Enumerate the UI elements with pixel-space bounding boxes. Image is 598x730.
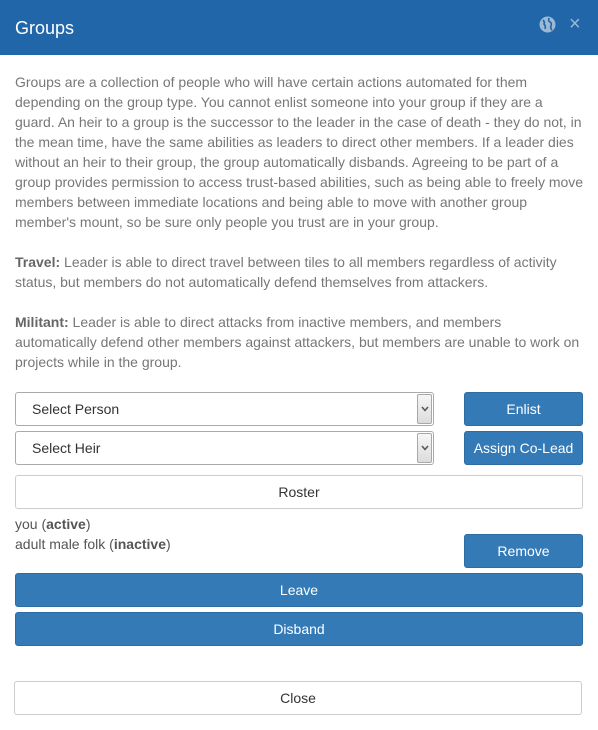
militant-text: Leader is able to direct attacks from inactive members, and members automatically defend other members against attackers, but members are unable to work on projects while in the group. bbox=[15, 314, 580, 370]
roster-member-status: inactive bbox=[113, 536, 166, 552]
leave-button[interactable]: Leave bbox=[15, 573, 583, 607]
groups-description: Groups are a collection of people who will have certain actions automated for them depending on the group type. You cannot enlist someone into your group if they are a guard. An heir to a group is the successor to the leader in the case of death - they do not, in the mean time, have the same abilities as leaders to direct other members. If a leader dies without an heir to their group, the group automatically disbands. Agreeing to be part of a group provides permission to access trust-based abilities, such as being able to freely move members between immediate locations and being able to move with another group member's mount, so be sure only people you trust are in your group. bbox=[15, 74, 584, 230]
roster-member-name: adult male folk bbox=[15, 536, 106, 552]
roster-button[interactable]: Roster bbox=[15, 475, 583, 509]
disband-button[interactable]: Disband bbox=[15, 612, 583, 646]
roster-member-status: active bbox=[46, 516, 86, 532]
travel-text: Leader is able to direct travel between tiles to all members regardless of activity status, but members do not automatically defend themselves from attackers. bbox=[15, 254, 557, 290]
chevron-down-icon bbox=[417, 433, 432, 463]
globe-icon[interactable] bbox=[539, 16, 556, 33]
person-select-value: Select Person bbox=[32, 401, 120, 417]
remove-button[interactable]: Remove bbox=[464, 534, 583, 568]
enlist-button[interactable]: Enlist bbox=[464, 392, 583, 426]
dialog-header bbox=[0, 0, 598, 55]
militant-label: Militant: bbox=[15, 314, 69, 330]
roster-entry: you (active) bbox=[15, 516, 91, 532]
heir-select[interactable] bbox=[15, 431, 434, 465]
person-select[interactable] bbox=[15, 392, 434, 426]
heir-select-value: Select Heir bbox=[32, 440, 101, 456]
chevron-down-icon bbox=[417, 394, 432, 424]
militant-description bbox=[15, 312, 585, 372]
close-button[interactable]: Close bbox=[14, 681, 582, 715]
roster-member-name: you bbox=[15, 516, 38, 532]
assign-co-lead-button[interactable]: Assign Co-Lead bbox=[464, 431, 583, 465]
roster-entry: adult male folk (inactive) bbox=[15, 536, 171, 552]
travel-description bbox=[15, 252, 585, 292]
dialog-title: Groups bbox=[15, 18, 75, 38]
travel-label: Travel: bbox=[15, 254, 61, 270]
close-icon[interactable]: × bbox=[569, 13, 581, 35]
